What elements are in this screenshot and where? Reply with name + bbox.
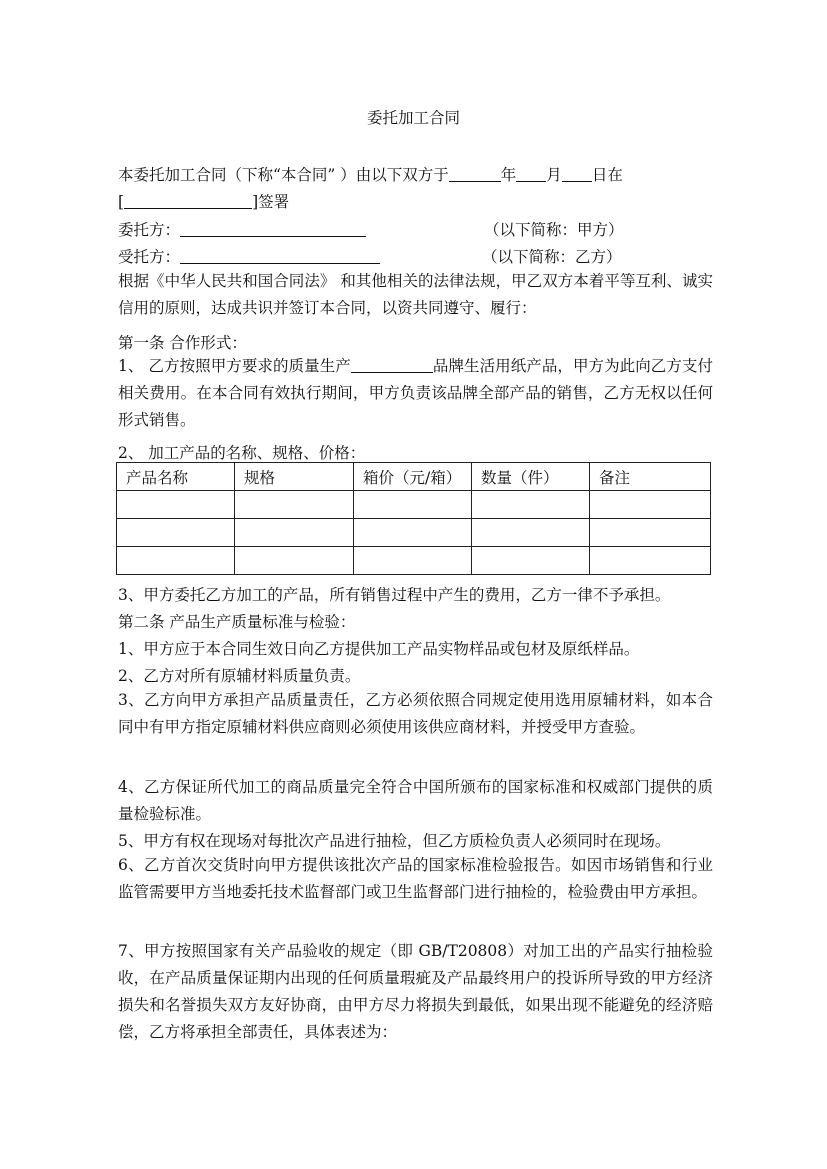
client-abbr: （以下简称：甲方） <box>484 221 624 239</box>
document-title: 委托加工合同 <box>366 109 460 127</box>
article2-item5: 5、甲方有权在现场对每批次产品进行抽检，但乙方质检负责人必须同时在现场。 <box>118 832 671 850</box>
table-cell <box>472 491 590 519</box>
intro-year: 年 <box>500 166 517 184</box>
sign-label: ]签署 <box>252 193 290 211</box>
table-header-cell: 数量（件） <box>472 463 590 491</box>
article2-item4: 4、乙方保证所代加工的商品质量完全符合中国所颁布的国家标准和权威部门提供的质量检验标准。 <box>118 778 713 823</box>
date-month-blank <box>516 166 546 182</box>
article1-item2: 2、 加工产品的名称、规格、价格： <box>118 444 366 462</box>
article1-heading: 第一条 合作形式： <box>118 334 247 352</box>
table-cell <box>117 547 235 575</box>
article2-item6: 6、乙方首次交货时向甲方提供该批次产品的国家标准检验报告。如因市场销售和行业监管需要甲方当地委托技术监督部门或卫生监督部门进行抽检的，检验费由甲方承担。 <box>118 856 713 901</box>
table-cell <box>590 491 711 519</box>
sign-place-blank <box>124 193 252 209</box>
client-name-blank <box>180 221 366 237</box>
table-cell <box>354 519 472 547</box>
table-header-cell: 备注 <box>590 463 711 491</box>
article2-item2: 2、乙方对所有原辅材料质量负责。 <box>118 667 361 685</box>
preamble-paragraph: 根据《中华人民共和国合同法》 和其他相关的法律法规，甲乙双方本着平等互利、诚实信用的原则，达成共识并签订本合同，以资共同遵守、履行： <box>118 272 713 317</box>
contractor-label: 受托方： <box>118 248 181 266</box>
table-cell <box>235 519 354 547</box>
table-cell <box>354 547 472 575</box>
table-cell <box>472 519 590 547</box>
intro-month: 月 <box>546 166 562 184</box>
contractor-name-blank <box>180 248 380 264</box>
article2-item1: 1、甲方应于本合同生效日向乙方提供加工产品实物样品或包材及原纸样品。 <box>118 640 640 658</box>
table-cell <box>235 491 354 519</box>
table-cell <box>472 547 590 575</box>
client-label: 委托方： <box>118 221 181 239</box>
article2-item3: 3、乙方向甲方承担产品质量责任，乙方必须依照合同规定使用选用原辅材料，如本合同中有甲方指定原辅材料供应商则必须使用该供应商材料，并授受甲方查验。 <box>118 691 713 736</box>
date-year-blank <box>449 166 501 182</box>
table-header-row <box>117 463 711 491</box>
date-day-blank <box>562 166 592 182</box>
article1-item1 <box>118 353 713 434</box>
sign-place-line <box>118 190 713 212</box>
table-cell <box>354 491 472 519</box>
intro-prefix: 本委托加工合同（下称“本合同” ）由以下双方于 <box>118 166 449 184</box>
brand-blank <box>351 357 433 373</box>
article1-item1-prefix: 1、 乙方按照甲方要求的质量生产 <box>118 357 351 375</box>
article1-item3: 3、甲方委托乙方加工的产品，所有销售过程中产生的费用，乙方一律不予承担。 <box>118 586 671 604</box>
table-cell <box>590 519 711 547</box>
intro-line <box>118 163 713 185</box>
table-header-cell: 产品名称 <box>117 463 235 491</box>
article1-item1-rest: 品牌生活用纸产品，甲方为此向乙方支付相关费用。在本合同有效执行期间，甲方负责该品牌全部产品的销售，乙方无权以任何形式销售。 <box>118 357 713 429</box>
intro-day: 日在 <box>591 166 623 184</box>
table-row <box>117 491 711 519</box>
table-header-cell: 箱价（元/箱） <box>354 463 472 491</box>
contractor-line <box>118 245 713 267</box>
client-line <box>118 218 713 240</box>
table-header-cell: 规格 <box>235 463 354 491</box>
table-cell <box>590 547 711 575</box>
article2-item7: 7、甲方按照国家有关产品验收的规定（即 GB/T20808）对加工出的产品实行抽检验收，在产品质量保证期内出现的任何质量瑕疵及产品最终用户的投诉所导致的甲方经济损失和名誉损失双方友好协商，由甲方尽力将损失到最低，如果出现不能避免的经济赔偿，乙方将承担全部责任，具体表述为： <box>118 942 713 1041</box>
table-row <box>117 519 711 547</box>
table-cell <box>117 491 235 519</box>
product-table <box>116 462 711 575</box>
open-bracket: [ <box>118 193 125 211</box>
contractor-abbr: （以下简称：乙方） <box>482 248 622 266</box>
article2-heading: 第二条 产品生产质量标准与检验： <box>118 613 356 631</box>
table-cell <box>235 547 354 575</box>
table-cell <box>117 519 235 547</box>
table-row <box>117 547 711 575</box>
